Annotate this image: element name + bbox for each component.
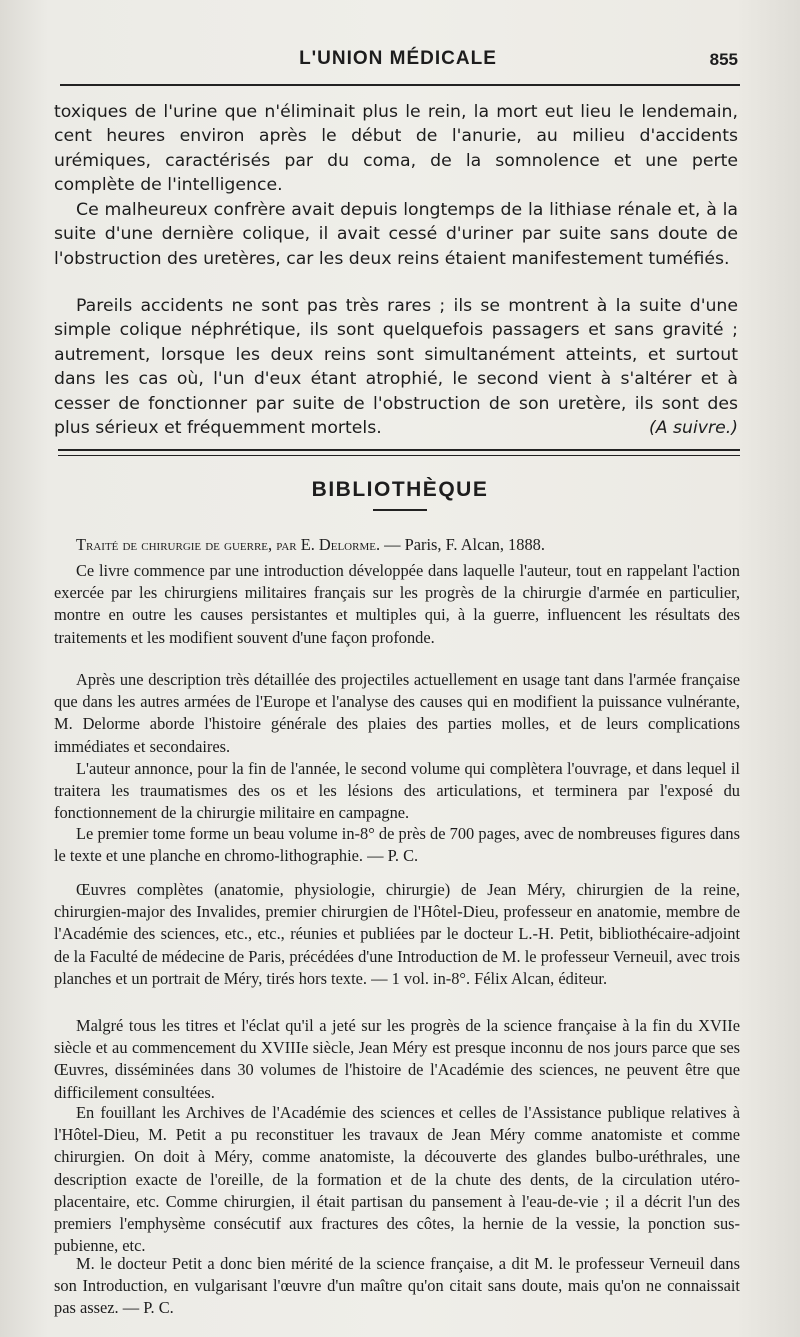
journal-title: L'UNION MÉDICALE	[299, 48, 497, 69]
review-2-heading: Œuvres complètes (anatomie, physiologie, chirurgie) de Jean Méry, chirurgien de la reine, chirurgien-major des Invalides, premier chirurgien de l'Hôtel-Dieu, professeur en anatomie, membre de l'Académie des sciences, etc., etc., réunies et publiées par le docteur L.-H. Petit, bibliothécaire-adjoint de la Faculté de médecine de Paris, précédées d'une Introduction de M. le professeur Verneuil, avec trois planches et un portrait de Méry, tirés hors texte. — 1 vol. in-8°. Félix Alcan, éditeur.	[54, 880, 740, 988]
review-1-book-title: Traité de chirurgie de guerre,	[76, 535, 273, 554]
page-number: 855	[709, 50, 738, 69]
bibliotheque-title: BIBLIOTHÈQUE	[311, 478, 489, 501]
review-2-paragraph-1: Malgré tous les titres et l'éclat qu'il a jeté sur les progrès de la science française à la fin du XVIIe siècle et au commencement du XVIIIe siècle, Jean Méry est presque inconnu de nos jours parce que ses Œuvres, disséminées dans 30 volumes de l'histoire de l'Académie des sciences, ne peuvent être que difficilement consultées.	[54, 1016, 740, 1102]
paragraph-accidents-text: Pareils accidents ne sont pas très rares ; ils se montrent à la suite d'une simple colique néphrétique, ils sont quelquefois passagers et sans gravité ; autrement, lorsque les deux reins sont simultanément atteints, et surtout dans les cas où, l'un d'eux étant atrophié, le second vient à s'altérer et à cesser de fonctionner par suite de l'obstruction de son uretère, ils sont des plus sérieux et fréquemment mortels.	[54, 296, 738, 439]
review-1-paragraph-3: L'auteur annonce, pour la fin de l'année, le second volume qui complètera l'ouvrage, et dans lequel il traitera les traumatismes des os et les lésions des articulations, et terminera par l'exposé du fonctionnement de la chirurgie militaire en campagne.	[54, 759, 740, 823]
title-underline	[373, 509, 427, 511]
paragraph-continuation: toxiques de l'urine que n'éliminait plus le rein, la mort eut lieu le lendemain, cent heures environ après le début de l'anurie, au milieu d'accidents urémiques, caractérisés par du coma, de la somnolence et une perte complète de l'intelligence.	[54, 102, 738, 196]
to-be-continued: (A suivre.)	[648, 418, 738, 439]
review-1-paragraph-4: Le premier tome forme un beau volume in-8° de près de 700 pages, avec de nombreuses figures dans le texte et une planche en chromo-lithographie. — P. C.	[54, 824, 740, 866]
review-1-heading	[54, 534, 740, 556]
paragraph-lithiase: Ce malheureux confrère avait depuis longtemps de la lithiase rénale et, à la suite d'une dernière colique, il avait cessé d'uriner par suite sans doute de l'obstruction des uretères, car les deux reins étaient manifestement tuméfiés.	[54, 200, 738, 269]
review-2-paragraph-2: En fouillant les Archives de l'Académie des sciences et celles de l'Assistance publique relatives à l'Hôtel-Dieu, M. Petit a pu reconstituer les travaux de Jean Méry comme anatomiste et comme chirurgien. On doit à Méry, comme anatomiste, la découverte des glandes bulbo-uréthrales, une description exacte de l'oreille, de la formation et de la chute des dents, de la circulation utéro-placentaire, etc. Comme chirurgien, il était partisan du pansement à l'eau-de-vie ; il a décrit l'un des premiers l'emphysème consécutif aux fractures des côtes, la hernie de la vessie, la ponction sus-pubienne, etc.	[54, 1103, 740, 1256]
review-1-paragraph-1: Ce livre commence par une introduction développée dans laquelle l'auteur, tout en rappelant l'action exercée par les chirurgiens militaires français sur les progrès de la chirurgie d'armée en particulier, montre en outre les causes persistantes et multiples qui, à la guerre, influencent les résultats des traitements et les modifient souvent d'une façon profonde.	[54, 561, 740, 647]
paragraph-accidents	[54, 294, 738, 440]
header-rule	[60, 84, 740, 86]
section-divider	[58, 449, 740, 456]
review-1-author: par E. Delorme.	[272, 535, 381, 554]
review-1-paragraph-2: Après une description très détaillée des projectiles actuellement en usage tant dans l'armée française que dans les autres armées de l'Europe et l'analyse des causes qui en modifient la puissance vulnérante, M. Delorme aborde l'histoire générale des plaies des parties molles, et de leurs complications immédiates et secondaires.	[54, 670, 740, 756]
page-header	[58, 48, 738, 80]
review-2-paragraph-3: M. le docteur Petit a donc bien mérité de la science française, a dit M. le professeur Verneuil dans son Introduction, en vulgarisant l'œuvre d'un maître qu'on citait sans doute, mais qu'on ne connaissait pas assez. — P. C.	[54, 1254, 740, 1318]
review-1-publisher: — Paris, F. Alcan, 1888.	[380, 535, 545, 554]
